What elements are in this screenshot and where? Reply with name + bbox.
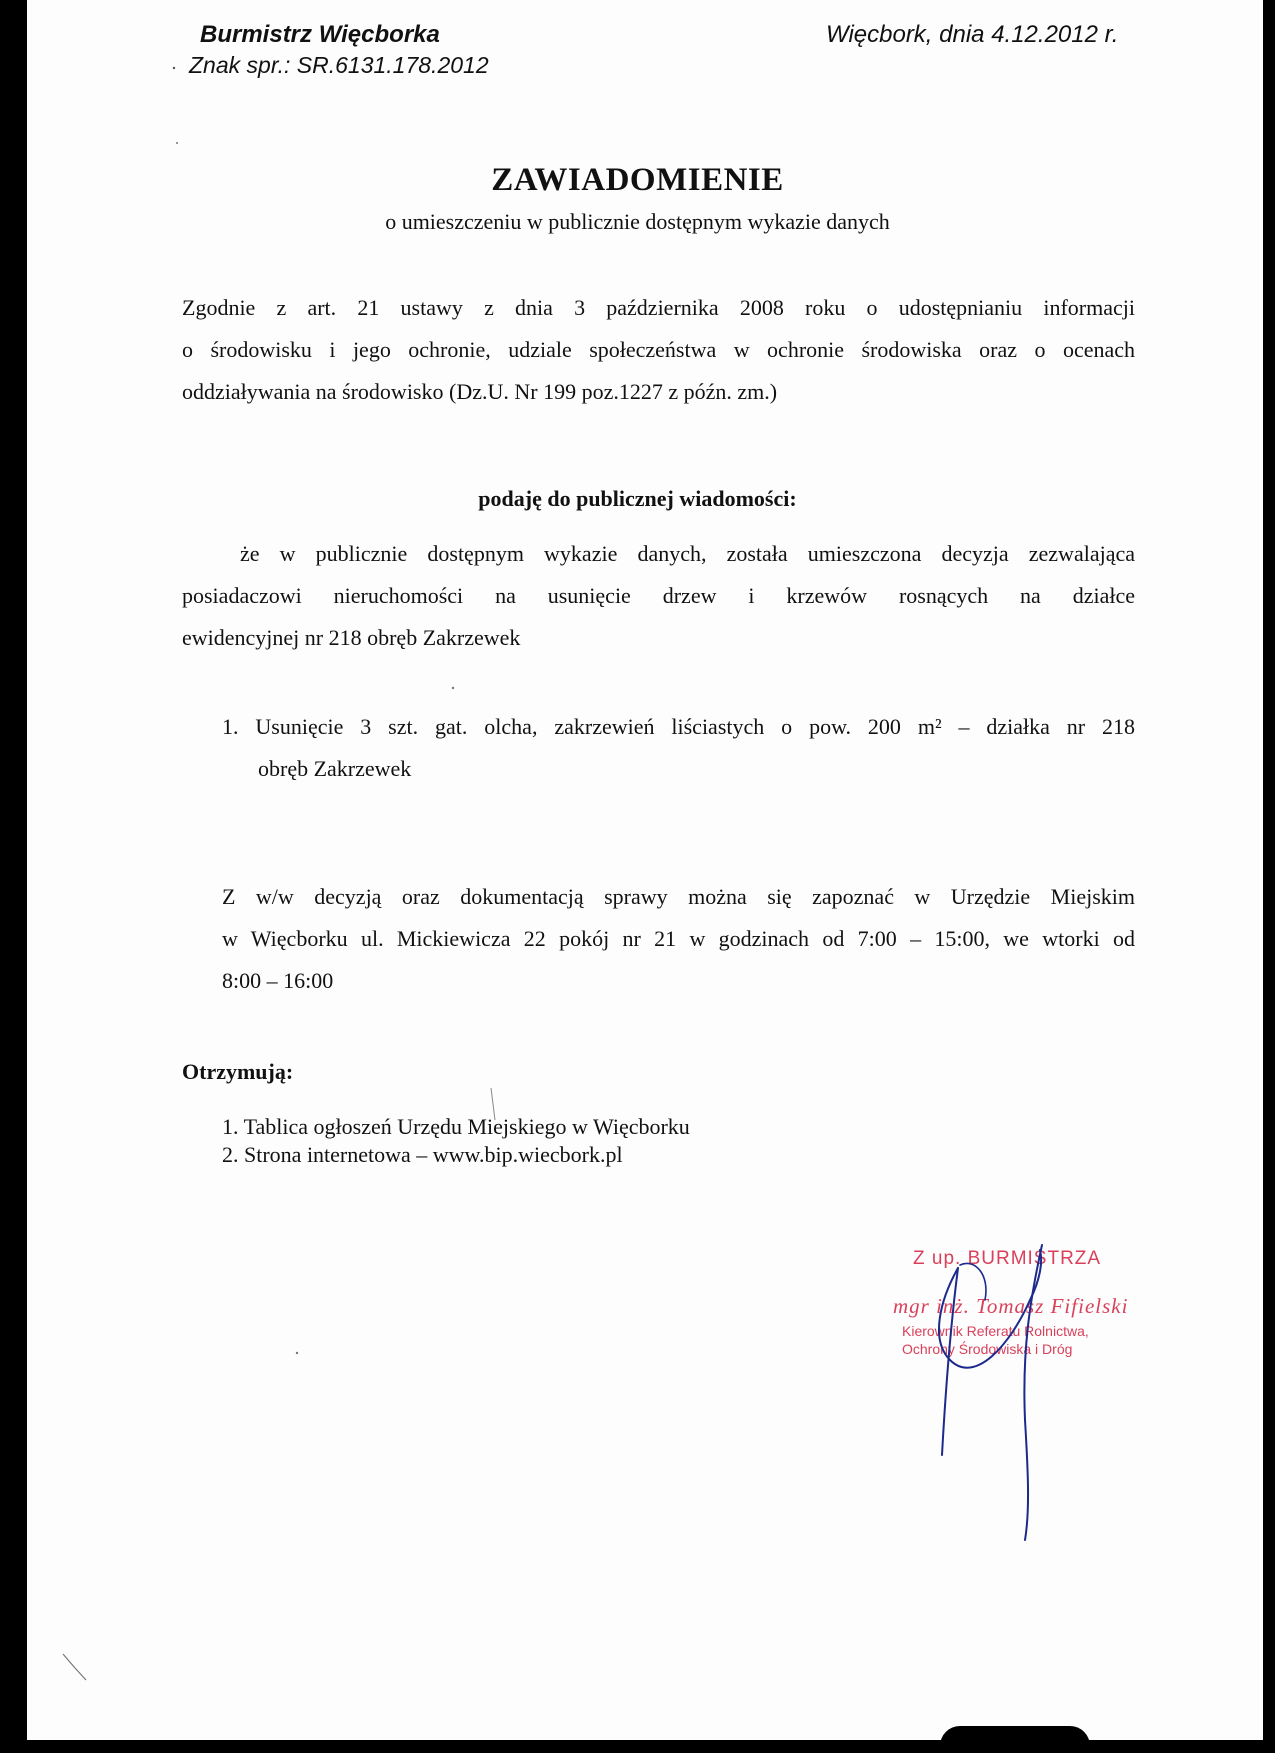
- decision-item-line: obręb Zakrzewek: [258, 756, 412, 781]
- stamp-role: Ochrony Środowiska i Dróg: [902, 1341, 1073, 1357]
- intro-line: Zgodnie z art. 21 ustawy z dnia 3 października 2008 roku o udostępnianiu informacji: [182, 295, 1135, 320]
- scan-edge-shadow: [940, 1726, 1090, 1746]
- recipients-list: [222, 1113, 690, 1169]
- recipients-label: Otrzymują:: [182, 1059, 294, 1084]
- list-item: 1. Tablica ogłoszeń Urzędu Miejskiego w Więcborku: [222, 1114, 690, 1139]
- intro-paragraph: [182, 287, 1135, 413]
- info-paragraph: [222, 876, 1135, 1002]
- stamp-signatory-name: mgr inż. Tomasz Fifielski: [893, 1294, 1129, 1318]
- case-reference: Znak spr.: SR.6131.178.2012: [189, 52, 489, 78]
- body-line: posiadaczowi nieruchomości na usunięcie drzew i krzewów rosnących na działce: [182, 583, 1135, 608]
- body-line: że w publicznie dostępnym wykazie danych, została umieszczona decyzja zezwalająca: [240, 541, 1135, 566]
- official-stamp: [880, 1240, 1150, 1400]
- document-page: [27, 0, 1263, 1740]
- place-and-date: Więcbork, dnia 4.12.2012 r.: [826, 21, 1119, 48]
- issuer-name: Burmistrz Więcborka: [200, 21, 440, 48]
- info-line: w Więcborku ul. Mickiewicza 22 pokój nr 21 w godzinach od 7:00 – 15:00, we wtorki od: [222, 926, 1135, 951]
- announcement-heading: podaję do publicznej wiadomości:: [478, 486, 797, 511]
- info-line: 8:00 – 16:00: [222, 968, 334, 993]
- document-title: ZAWIADOMIENIE: [491, 162, 784, 198]
- decision-item-line: 1. Usunięcie 3 szt. gat. olcha, zakrzewień liściastych o pow. 200 m² – działka nr 218: [222, 714, 1135, 739]
- document-subtitle: o umieszczeniu w publicznie dostępnym wykazie danych: [385, 209, 890, 234]
- info-line: Z w/w decyzją oraz dokumentacją sprawy można się zapoznać w Urzędzie Miejskim: [222, 884, 1135, 909]
- list-item: 2. Strona internetowa – www.bip.wiecbork.pl: [222, 1142, 623, 1167]
- body-paragraph: [182, 533, 1135, 659]
- body-line: ewidencyjnej nr 218 obręb Zakrzewek: [182, 625, 521, 650]
- scan-edge-right: [1263, 0, 1275, 1753]
- stamp-authority: Z up. BURMISTRZA: [913, 1248, 1102, 1269]
- decision-item: [222, 706, 1135, 790]
- intro-line: oddziaływania na środowisko (Dz.U. Nr 199 poz.1227 z późn. zm.): [182, 379, 778, 404]
- intro-line: o środowisku i jego ochronie, udziale społeczeństwa w ochronie środowiska oraz o ocenach: [182, 337, 1135, 362]
- stamp-role: Kierownik Referatu Rolnictwa,: [902, 1323, 1089, 1339]
